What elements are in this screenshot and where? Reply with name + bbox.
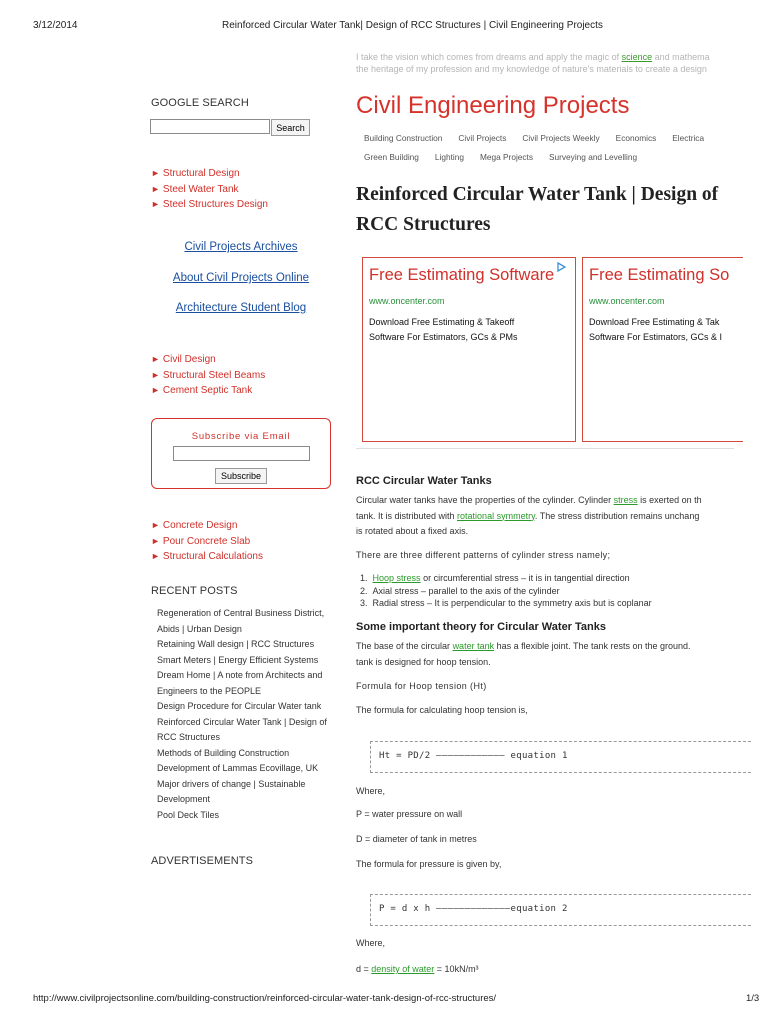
ad-block-2[interactable] xyxy=(582,257,743,442)
nav-item[interactable]: Civil Projects Weekly xyxy=(522,133,600,143)
text: is exerted on th xyxy=(637,495,702,505)
list-num: 1. xyxy=(360,573,368,583)
recent-post-link[interactable]: Design Procedure for Circular Water tank xyxy=(157,701,322,711)
ad-desc-line: Software For Estimators, GCs & PMs xyxy=(369,331,518,342)
adchoices-triangle-icon[interactable] xyxy=(556,262,566,272)
ad-title[interactable]: Free Estimating So xyxy=(589,266,730,284)
search-input[interactable] xyxy=(150,119,270,134)
text: The base of the circular xyxy=(356,641,453,651)
paragraph-2: There are three different patterns of cylinder stress namely; xyxy=(356,550,611,560)
print-page-title: Reinforced Circular Water Tank| Design of RCC Structures | Civil Engineering Projects xyxy=(222,20,603,31)
tagline-line2: the heritage of my profession and my knowledge of nature's materials to create a design xyxy=(356,64,707,74)
sidebar-link[interactable]: ► Concrete Design xyxy=(151,518,263,534)
paragraph-5: The formula for pressure is given by, xyxy=(356,859,502,869)
recent-post-link[interactable]: Reinforced Circular Water Tank | Design of RCC Structures xyxy=(157,716,327,742)
ad-desc-line: Download Free Estimating & Takeoff xyxy=(369,317,515,327)
list-text: or circumferential stress – it is in tangential direction xyxy=(420,573,630,583)
nav-item[interactable]: Surveying and Levelling xyxy=(549,152,638,162)
where-label: Where, xyxy=(356,786,386,796)
text: Circular water tanks have the properties of the cylinder. Cylinder xyxy=(356,495,614,505)
nav-item[interactable]: Electrica xyxy=(672,133,705,143)
ad-desc-line: Download Free Estimating & Tak xyxy=(589,317,720,327)
ad-url[interactable]: www.oncenter.com xyxy=(369,296,445,306)
recent-post-link[interactable]: Dream Home | A note from Architects and Engineers to the PEOPLE xyxy=(157,670,323,696)
site-title[interactable]: Civil Engineering Projects xyxy=(356,92,630,119)
nav-item[interactable]: Mega Projects xyxy=(479,152,533,162)
sidebar-link[interactable]: ► Civil Design xyxy=(151,352,265,368)
definition-d: D = diameter of tank in metres xyxy=(356,834,477,844)
tagline-text-end: and mathema xyxy=(652,52,710,62)
nav-item[interactable]: Economics xyxy=(615,133,657,143)
recent-post-link[interactable]: Major drivers of change | Sustainable Development xyxy=(157,778,306,804)
formula-heading: Formula for Hoop tension (Ht) xyxy=(356,681,487,691)
sidebar-links-group1 xyxy=(151,166,268,213)
nav-row-2 xyxy=(364,152,734,162)
text: . The stress distribution remains unchang xyxy=(534,510,700,521)
heading-important-theory: Some important theory for Circular Water Tanks xyxy=(356,621,606,633)
equation-1-box xyxy=(370,741,751,773)
print-date: 3/12/2014 xyxy=(33,20,78,31)
paragraph-4: The formula for calculating hoop tension is, xyxy=(356,705,528,715)
subscribe-button[interactable]: Subscribe xyxy=(215,468,267,484)
recent-posts-title: RECENT POSTS xyxy=(151,585,238,597)
subscribe-title: Subscribe via Email xyxy=(191,431,291,442)
equation-2: P = d x h —————————————equation 2 xyxy=(379,904,568,914)
civil-projects-archives-link[interactable]: Civil Projects Archives xyxy=(184,241,298,253)
sidebar-link[interactable]: ► Steel Water Tank xyxy=(151,182,268,198)
list-num: 3. xyxy=(360,598,368,608)
list-text: Radial stress – It is perpendicular to the symmetry axis but is coplanar xyxy=(372,598,652,608)
recent-post-link[interactable]: Pool Deck Tiles xyxy=(157,809,220,820)
list-item xyxy=(360,597,738,610)
where-label: Where, xyxy=(356,938,386,948)
post-title: Reinforced Circular Water Tank | Design of RCC Structures xyxy=(356,184,719,235)
recent-post-link[interactable]: Development of Lammas Ecovillage, UK xyxy=(157,763,319,773)
ad-desc-line: Software For Estimators, GCs & I xyxy=(589,331,723,342)
hoop-stress-link[interactable]: Hoop stress xyxy=(372,573,421,583)
paragraph-3 xyxy=(356,639,734,670)
text: = 10kN/m³ xyxy=(434,964,479,974)
nav-item[interactable]: Green Building xyxy=(364,152,419,162)
text: tank is designed for hoop tension. xyxy=(356,656,491,667)
sidebar-link[interactable]: ► Cement Septic Tank xyxy=(151,383,265,399)
site-tagline xyxy=(356,51,734,75)
science-link[interactable]: science xyxy=(621,52,653,62)
architecture-blog-link[interactable]: Architecture Student Blog xyxy=(175,302,307,314)
about-civil-projects-link[interactable]: About Civil Projects Online xyxy=(172,272,310,284)
ad-description xyxy=(589,315,743,344)
nav-item[interactable]: Building Construction xyxy=(364,133,443,143)
sidebar-links-group3 xyxy=(151,518,263,565)
recent-post-link[interactable]: Smart Meters | Energy Efficient Systems xyxy=(157,654,319,665)
recent-posts-list xyxy=(157,606,337,823)
stress-link[interactable]: stress xyxy=(613,495,638,505)
sidebar-link[interactable]: ► Structural Steel Beams xyxy=(151,368,265,384)
stress-list xyxy=(360,572,738,610)
list-item xyxy=(360,585,738,598)
nav-row-1 xyxy=(364,133,734,143)
ad-url[interactable]: www.oncenter.com xyxy=(589,296,665,306)
ad-description xyxy=(369,315,576,344)
divider xyxy=(356,448,734,449)
nav-item[interactable]: Lighting xyxy=(434,152,464,162)
list-item xyxy=(360,572,738,585)
subscribe-email-input[interactable] xyxy=(173,446,310,461)
list-num: 2. xyxy=(360,585,368,596)
subscribe-box xyxy=(151,418,331,489)
water-tank-link[interactable]: water tank xyxy=(452,641,495,651)
sidebar-links-group2 xyxy=(151,352,265,399)
sidebar-link[interactable]: ► Structural Design xyxy=(151,166,268,182)
text: is rotated about a fixed axis. xyxy=(356,526,469,536)
paragraph-1 xyxy=(356,493,734,540)
text: tank. It is distributed with xyxy=(356,510,458,521)
equation-2-box xyxy=(370,894,751,926)
definition-p: P = water pressure on wall xyxy=(356,809,463,819)
density-of-water-link[interactable]: density of water xyxy=(371,964,435,974)
recent-post-link[interactable]: Methods of Building Construction xyxy=(157,747,290,758)
sidebar-link[interactable]: ► Steel Structures Design xyxy=(151,197,268,213)
recent-post-link[interactable]: Regeneration of Central Business District, Abids | Urban Design xyxy=(157,608,325,634)
density-definition xyxy=(356,962,734,978)
ad-title[interactable]: Free Estimating Software xyxy=(369,266,555,284)
print-page-number: 1/3 xyxy=(746,993,760,1004)
nav-item[interactable]: Civil Projects xyxy=(458,133,507,143)
equation-1: Ht = PD/2 ———————————— equation 1 xyxy=(379,751,568,761)
sidebar-link[interactable]: ► Structural Calculations xyxy=(151,549,263,565)
search-button[interactable]: Search xyxy=(271,119,310,136)
text: has a flexible joint. The tank rests on the ground. xyxy=(494,641,691,651)
advertisements-title: ADVERTISEMENTS xyxy=(151,855,254,867)
heading-rcc-tanks: RCC Circular Water Tanks xyxy=(356,475,492,487)
tagline-text: I take the vision which comes from dreams and apply the magic of xyxy=(356,52,622,62)
sidebar-link[interactable]: ► Pour Concrete Slab xyxy=(151,534,263,550)
google-search-title: GOOGLE SEARCH xyxy=(151,97,249,109)
list-text: Axial stress – parallel to the axis of the cylinder xyxy=(372,585,560,596)
recent-post-link[interactable]: Retaining Wall design | RCC Structures xyxy=(157,639,315,649)
rotational-symmetry-link[interactable]: rotational symmetry xyxy=(457,510,535,521)
text: d = xyxy=(356,964,372,974)
print-url: http://www.civilprojectsonline.com/building-construction/reinforced-circular-water-tank-design-of-rcc-structures/ xyxy=(33,993,497,1004)
ad-block-1[interactable] xyxy=(362,257,576,442)
